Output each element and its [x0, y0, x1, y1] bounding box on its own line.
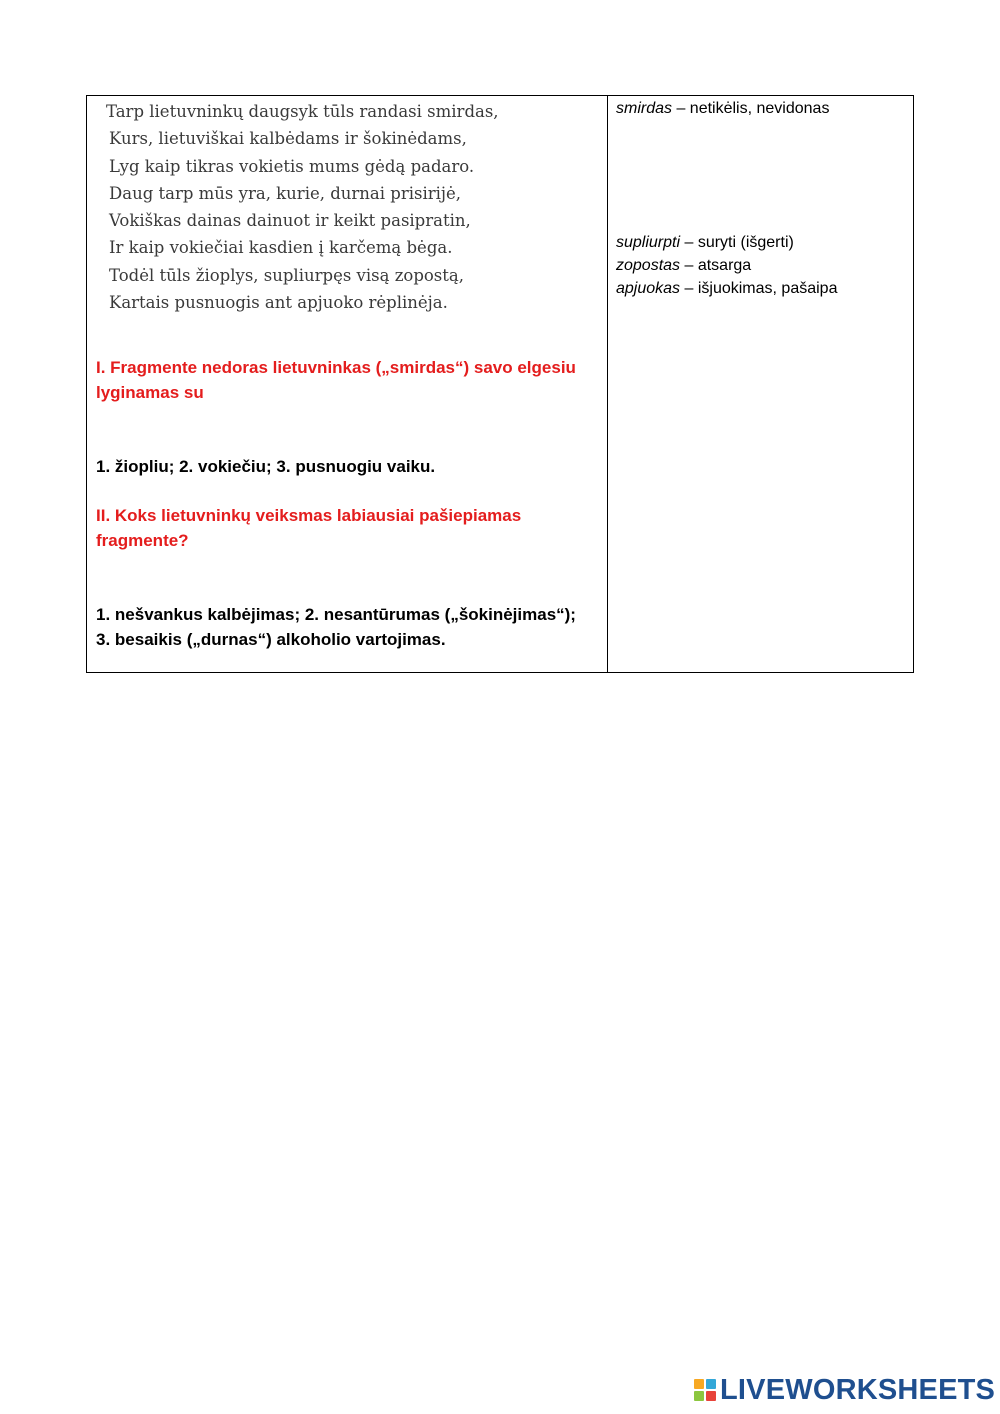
logo-square-l: [694, 1379, 704, 1389]
glossary-term: smirdas: [616, 100, 673, 117]
worksheet-table: [86, 95, 914, 673]
logo-text: LIVEWORKSHEETS: [720, 1373, 996, 1406]
glossary-entry: [616, 97, 829, 120]
poem-line: Kartais pusnuogis ant apjuoko rėplinėja.: [109, 293, 448, 313]
logo-square-v: [694, 1391, 704, 1401]
glossary-definition: – suryti (išgerti): [680, 234, 794, 251]
glossary-definition: – netikėlis, nevidonas: [672, 100, 830, 117]
question-2: II. Koks lietuvninkų veiksmas labiausiai pašiepiamas fragmente?: [96, 506, 522, 550]
poem-line: Lyg kaip tikras vokietis mums gėdą padaro.: [109, 156, 475, 176]
poem-line: Tarp lietuvninkų daugsyk tūls randasi smirdas,: [106, 102, 499, 121]
glossary-entry: [616, 254, 751, 277]
poem-line: Kurs, lietuviškai kalbėdams ir šokinėdams,: [109, 129, 467, 149]
answer-options-1: 1. žiopliu; 2. vokiečiu; 3. pusnuogiu vaiku.: [96, 457, 436, 476]
poem-line: Daug tarp mūs yra, kurie, durnai prisirijė,: [109, 183, 462, 203]
poem-line: Vokiškas dainas dainuot ir keikt pasipratin,: [109, 211, 471, 231]
logo-grid-icon: [694, 1379, 716, 1401]
liveworksheets-logo: [694, 1374, 995, 1406]
glossary-definition: – išjuokimas, pašaipa: [680, 280, 838, 297]
poem-line: Todėl tūls žioplys, supliurpęs visą zopostą,: [109, 265, 464, 285]
answer-options-2: [96, 602, 601, 652]
poem-line: Ir kaip vokiečiai kasdien į karčemą bėga.: [109, 238, 453, 258]
poem-fragment: [106, 98, 499, 316]
glossary-definition: – atsarga: [680, 257, 752, 274]
glossary-entry: [616, 231, 794, 254]
logo-square-e: [706, 1391, 716, 1401]
glossary-entry: [616, 277, 837, 300]
logo-square-i: [706, 1379, 716, 1389]
glossary-term: supliurpti: [616, 234, 681, 251]
column-divider: [607, 96, 608, 672]
glossary-term: apjuokas: [616, 280, 681, 297]
glossary-term: zopostas: [616, 257, 681, 274]
question-1: I. Fragmente nedoras lietuvninkas („smirdas“) savo elgesiu lyginamas su: [96, 358, 576, 402]
answer-options-2-line-1: 1. nešvankus kalbėjimas; 2. nesantūrumas („šokinėjimas“);: [96, 605, 576, 624]
answer-options-2-line-2: 3. besaikis („durnas“) alkoholio vartojimas.: [96, 630, 446, 649]
